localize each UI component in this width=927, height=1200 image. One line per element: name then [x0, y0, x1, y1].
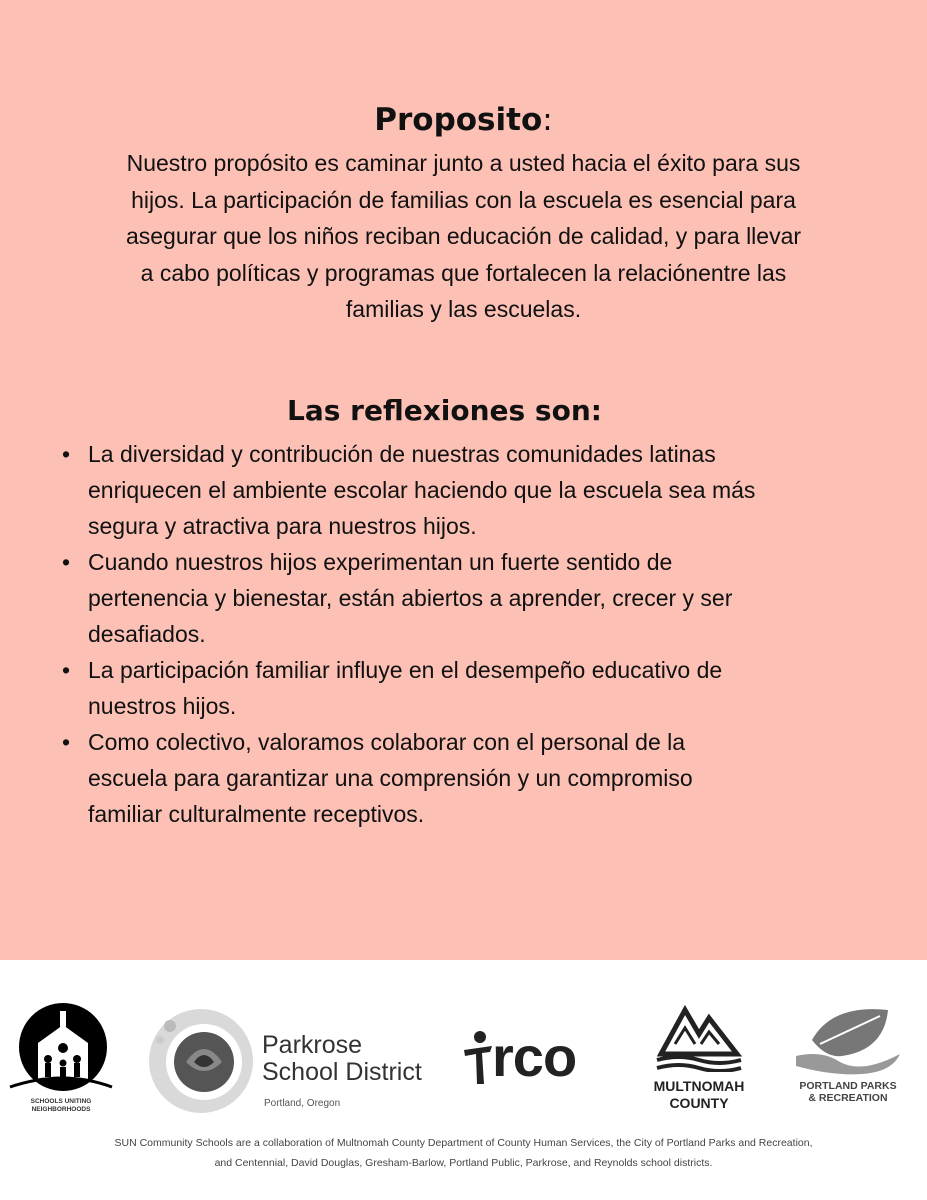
reflection-item: [62, 724, 862, 832]
reflection-line: enriquecen el ambiente escolar haciendo que la escuela sea más: [88, 477, 756, 503]
purpose-line: Nuestro propósito es caminar junto a usted hacia el éxito para sus: [126, 150, 801, 176]
sun-schools-logo: [8, 1003, 114, 1121]
irco-figure-icon: [462, 1030, 494, 1086]
reflection-item: [62, 544, 862, 652]
multnomah-logo: [640, 1004, 758, 1116]
portland-parks-line: PORTLAND PARKS: [799, 1080, 897, 1092]
purpose-line: a cabo políticas y programas que fortalecen la relaciónentre las: [140, 259, 787, 286]
purpose-line: asegurar que los niños reciban educación de calidad, y para llevar: [125, 223, 802, 249]
portland-parks-logo: [786, 1000, 910, 1112]
parkrose-logo: [146, 1006, 446, 1118]
footer-note-line: SUN Community Schools are a collaboration of Multnomah County Department of County Human Services, the City of Portland Parks and Recreation,: [114, 1137, 813, 1149]
footer-note: [0, 1133, 927, 1173]
parkrose-district: School District: [262, 1058, 422, 1086]
irco-logo: [462, 1025, 607, 1088]
reflection-line: • Como colectivo, valoramos colaborar con el personal de la: [88, 729, 686, 755]
reflection-line: escuela para garantizar una comprensión y un compromiso: [88, 765, 693, 791]
reflection-line: • Cuando nuestros hijos experimentan un fuerte sentido de: [88, 549, 673, 575]
purpose-paragraph: [70, 145, 857, 328]
parkrose-location: Portland, Oregon: [264, 1098, 341, 1109]
reflection-line: desafiados.: [88, 621, 206, 647]
reflection-line: pertenencia y bienestar, están abiertos a aprender, crecer y ser: [88, 585, 733, 611]
reflection-line: segura y atractiva para nuestros hijos.: [88, 513, 477, 539]
reflections-heading: Las reflexiones son:: [287, 394, 602, 427]
reflections-list: [62, 436, 862, 832]
multnomah-line: COUNTY: [669, 1095, 729, 1111]
purpose-line: hijos. La participación de familias con la escuela es esencial para: [131, 186, 796, 213]
reflection-item: [62, 436, 862, 544]
rose-icon: [146, 1006, 256, 1116]
mountain-icon: [651, 1004, 747, 1072]
parkrose-name: Parkrose: [262, 1031, 363, 1059]
portland-parks-line: & RECREATION: [808, 1092, 888, 1104]
irco-wordmark: rco: [492, 1025, 577, 1088]
purpose-colon: :: [542, 102, 553, 138]
purpose-title: Proposito: [374, 102, 543, 138]
purpose-heading: [0, 102, 927, 138]
sun-logo-line: SCHOOLS UNITING: [30, 1098, 92, 1105]
reflection-line: • La diversidad y contribución de nuestras comunidades latinas: [88, 441, 716, 467]
purpose-line: familias y las escuelas.: [345, 296, 582, 322]
reflection-line: familiar culturalmente receptivos.: [88, 801, 425, 827]
leaf-hand-icon: [792, 1000, 904, 1076]
sun-schools-emblem-icon: [8, 1003, 114, 1091]
multnomah-line: MULTNOMAH: [653, 1078, 745, 1094]
reflection-item: [62, 652, 862, 724]
reflection-line: nuestros hijos.: [88, 693, 237, 719]
footer-note-line: and Centennial, David Douglas, Gresham-Barlow, Portland Public, Parkrose, and Reynolds school districts.: [214, 1157, 713, 1169]
sun-logo-line: NEIGHBORHOODS: [31, 1106, 91, 1113]
reflection-line: • La participación familiar influye en el desempeño educativo de: [88, 657, 723, 683]
